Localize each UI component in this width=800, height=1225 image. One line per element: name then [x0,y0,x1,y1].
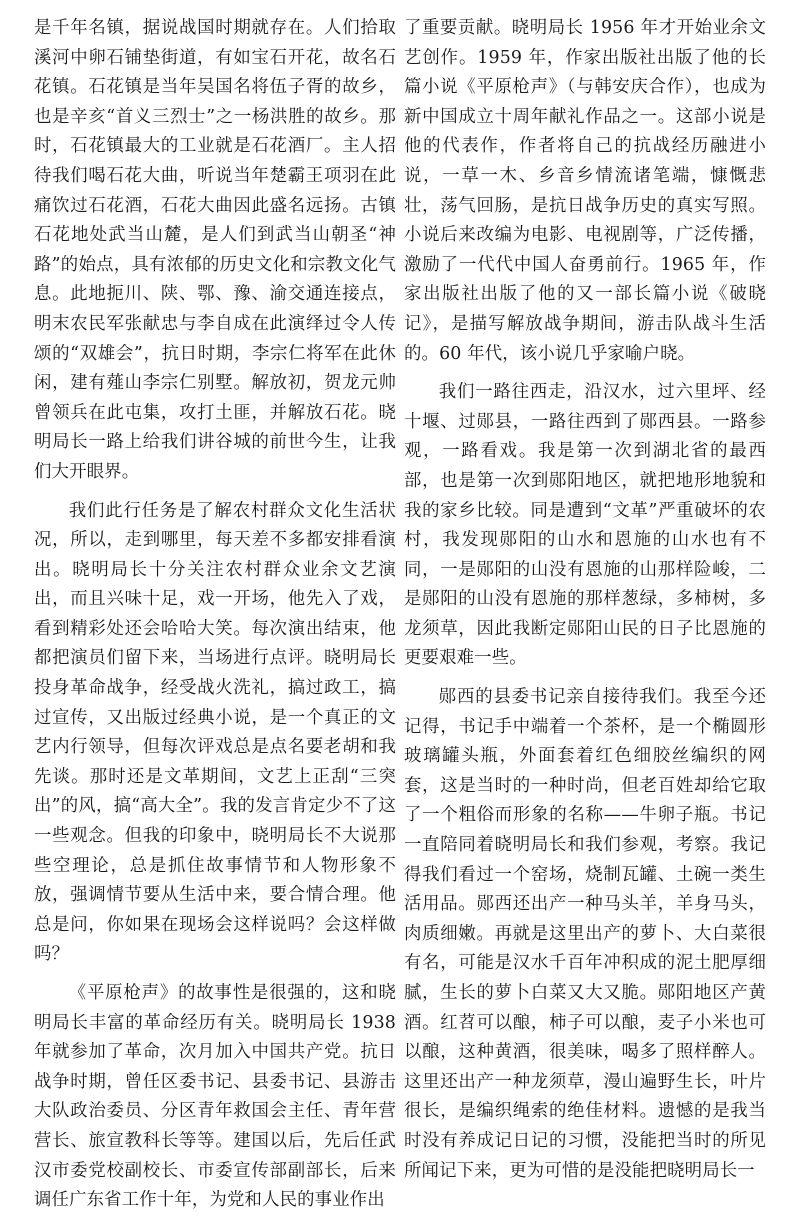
paragraph: 我们此行任务是了解农村群众文化生活状况，所以，走到哪里，每天差不多都安排看演出。晓明局长十分关注农村群众业余文艺演出，而且兴味十足，戏一开场，他先入了戏，看到精彩处还会哈哈大笑。每次演出结束，他都把演员们留下来，当场进行点评。晓明局长投身革命战争，经受战火洗礼，搞过政工，搞过宣传，又出版过经典小说，是一个真正的文艺内行领导，但每次评戏总是点名要老胡和我先谈。那时还是文革期间，文艺上正刮“三突出”的风，搞“高大全”。我的发言肯定少不了这一些观念。但我的印象中，晓明局长不大说那些空理论，总是抓住故事情节和人物形象不放，强调情节要从生活中来，要合情合理。他总是问，你如果在现场会这样说吗？会这样做吗？ [34,500,396,965]
paragraph: 我们一路往西走，沿汉水，过六里坪、经十堰、过郧县，一路往西到了郧西县。一路参观，一路看戏。我是第一次到湖北省的最西部，也是第一次到郧阳地区，就把地形地貌和我的家乡比较。同是遭到“文革”严重破坏的农村，我发现郧阳的山水和恩施的山水也有不同，一是郧阳的山没有恩施的山那样险峻，二是郧阳的山没有恩施的那样葱绿，多柿树，多龙须草，因此我断定郧阳山民的日子比恩施的更要艰难一些。 [404,382,766,669]
paragraph: 郧西的县委书记亲自接待我们。我至今还记得，书记手中端着一个茶杯，是一个椭圆形玻璃罐头瓶，外面套着红色细胶丝编织的网套，这是当时的一种时尚，但老百姓却给它取了一个粗俗而形象的名称——牛卵子瓶。书记一直陪同着晓明局长和我们参观，考察。我记得我们看过一个窑场，烧制瓦罐、土碗一类生活用品。郧西还出产一种马头羊，羊身马头，肉质细嫩。再就是这里出产的萝卜、大白菜很有名，可能是汉水千百年冲积成的泥土肥厚细腻，生长的萝卜白菜又大又脆。郧阳地区产黄酒。红苕可以酿，柿子可以酿，麦子小米也可以酿，这种黄酒，很美味，喝多了照样醉人。这里还出产一种龙须草，漫山遍野生长，叶片很长，是编织绳索的绝佳材料。遗憾的是我当时没有养成记日记的习惯，没能把当时的所见所闻记下来，更为可惜的是没能把晓明局长一 [404,687,766,1181]
right-column [404,14,766,1195]
left-column [34,14,396,1225]
paragraph: 是千年名镇，据说战国时期就存在。人们拾取溪河中卵石铺垫街道，有如宝石开花，故名石花镇。石花镇是当年吴国名将伍子胥的故乡，也是辛亥“首义三烈士”之一杨洪胜的故乡。那时，石花镇最大的工业就是石花酒厂。主人招待我们喝石花大曲，听说当年楚霸王项羽在此痛饮过石花酒，石花大曲因此盛名远扬。古镇石花地处武当山麓，是人们到武当山朝圣“神路”的始点，具有浓郁的历史文化和宗教文化气息。此地扼川、陕、鄂、豫、渝交通连接点，明末农民军张献忠与李自成在此演绎过令人传颂的“双雄会”，抗日时期，李宗仁将军在此休闲，建有薤山李宗仁别墅。解放初，贺龙元帅曾领兵在此屯集，攻打土匪，并解放石花。晓明局长一路上给我们讲谷城的前世今生，让我们大开眼界。 [34,18,396,482]
paragraph: 了重要贡献。晓明局长 1956 年才开始业余文艺创作。1959 年，作家出版社出版了他的长篇小说《平原枪声》（与韩安庆合作），也成为新中国成立十周年献礼作品之一。这部小说是他的代表作，作者将自己的抗战经历融进小说，一草一木、乡音乡情流诸笔端，慷慨悲壮，荡气回肠，是抗日战争历史的真实写照。小说后来改编为电影、电视剧等，广泛传播，激励了一代代中国人奋勇前行。1965 年，作家出版社出版了他的又一部长篇小说《破晓记》，是描写解放战争期间，游击队战斗生活的。60 年代，该小说几乎家喻户晓。 [404,18,766,364]
paragraph: 《平原枪声》的故事性是很强的，这和晓明局长丰富的革命经历有关。晓明局长 1938 年就参加了革命，次月加入中国共产党。抗日战争时期，曾任区委书记、县委书记、县游击大队政治委员、分区青年救国会主任、青年营营长、旅宣教科长等等。建国以后，先后任武汉市委党校副校长、市委宣传部副部长，后来调任广东省工作十年，为党和人民的事业作出 [34,983,396,1211]
